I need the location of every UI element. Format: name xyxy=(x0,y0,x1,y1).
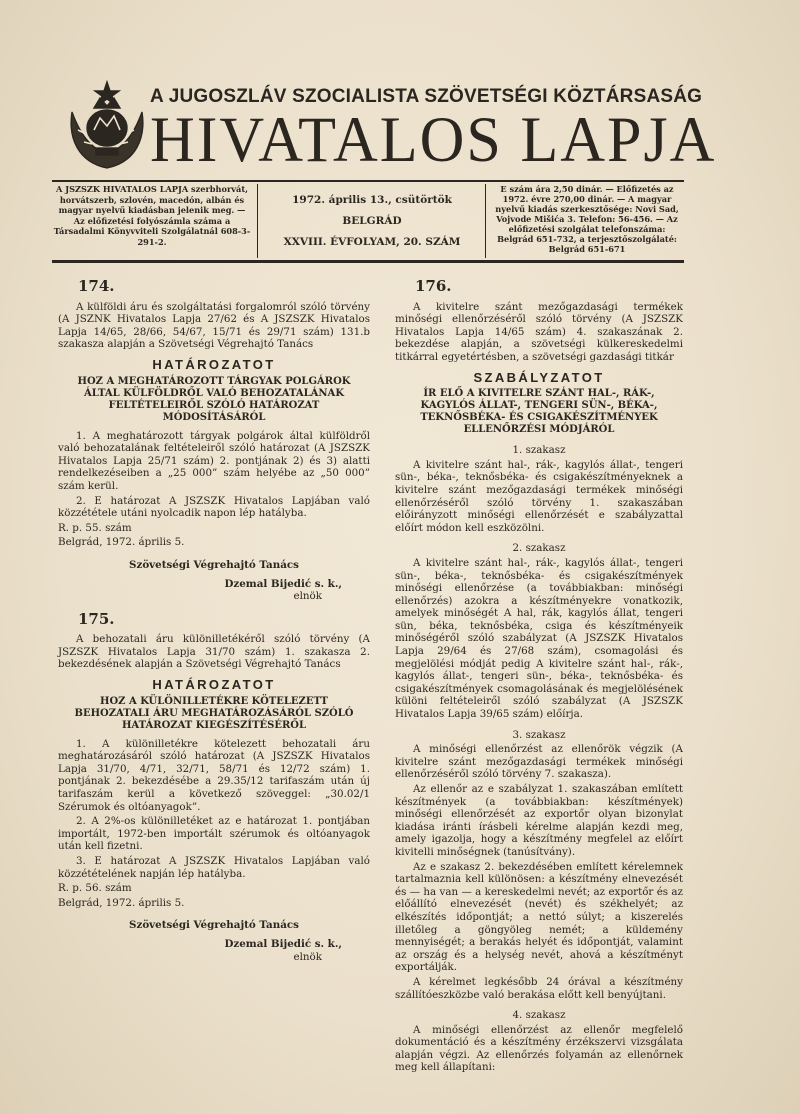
decree-heading: HATÁROZATOT xyxy=(152,356,276,372)
section-paragraph: A kivitelre szánt hal-, rák-, kagylós állat-, tengeri sün-, béka-, teknősbéka- és csigakészítmények minőségi ellenőrzése (a továbbiakban: minőségi ellenőrzés) azokra a készítményekre vonatkozik, amelyek minőségét A hal, rák, kagylós állat, tengeri sün, béka, teknősbéka, csiga és készítményeik minőségéről szóló szabályzat (A JSZSZK Hivatalos Lapja 29/64 és 27/68 szám), csomagolási és megjelölési módját pedig A kivitelre szánt hal-, rák-, kagylós állat-, tengeri sün-, béka-, teknősbéka- és csigakészítmények csomagolásának és megjelölésének különi feltételeiről szóló szabályzat (A JSZSZK Hivatalos Lapja 39/65 szám) előírja. xyxy=(395,556,683,721)
decree-heading: HATÁROZATOT xyxy=(152,677,276,693)
masthead-rule-bottom xyxy=(52,260,684,263)
divider xyxy=(257,184,258,258)
decree-paragraph: 2. A 2%-os különilletéket az e határozat 1. pontjában importált, 1972-ben importált szérumok és oltóanyagok után kell fizetni. xyxy=(58,815,370,853)
issue-city: BELGRÁD xyxy=(342,215,402,227)
decree-preamble: A külföldi áru és szolgáltatási forgalomról szóló törvény (A JSZNK Hivatalos Lapja 27/62 és A JSZSZK Hivatalos Lapja 14/65, 28/66, 54/67, 15/71 és 29/71 szám) 131.b szakasza alapján a Szövetségi Végrehajtó Tanács xyxy=(58,300,370,351)
decree-paragraph: 2. E határozat A JSZSZK Hivatalos Lapjában való közzététele utáni nyolcadik napon lép hatályba. xyxy=(58,494,370,520)
section-paragraph: Az e szakasz 2. bekezdésében említett kérelemnek tartalmaznia kell különösen: a készítmény elnevezését és — ha van — a kereskedelmi nevét; az exportőr és az előállító elnevezését (nevét) és székhelyét; az elkészítés időpontját; a nettó súlyt; a kiszerelés illetőleg a göngyöleg nemét; a küldemény mennyiségét; a berakás helyét és időpontját, valamint az ország és a helység nevét, ahová a készítményt exportálják. xyxy=(395,860,683,974)
decree-number: 176. xyxy=(415,277,452,295)
section-paragraph: A minőségi ellenőrzést az ellenőrök végzik (A kivitelre szánt mezőgazdasági termékek minőségi ellenőrzéséről szóló törvény 7. szakasza). xyxy=(395,743,683,781)
signature-organization: Szövetségi Végrehajtó Tanács xyxy=(129,919,299,932)
left-column xyxy=(58,277,370,969)
section-title: 4. szakasz xyxy=(512,1009,566,1022)
masthead-title: HIVATALOS LAPJA xyxy=(150,104,717,176)
decree-paragraph: 1. A különilletékre kötelezett behozatali áru meghatározásáról szóló határozat (A JSZSZK Hivatalos Lapja 31/70, 4/71, 32/71, 58/71 és 12/72 szám) 1. pontjának 2. bekezdésébe a 29.35/12 tarifaszám után új tarifaszám kerül a következő szöveggel: „30.02/1 Szérumok és oltóanyagok”. xyxy=(58,737,370,813)
section-title: 2. szakasz xyxy=(512,542,566,555)
decree-number: 175. xyxy=(78,609,115,628)
reference-number: R. p. 55. szám xyxy=(58,521,132,534)
signer-title: elnök xyxy=(293,590,322,603)
decree-preamble: A behozatali áru különilletékéről szóló törvény (A JSZSZK Hivatalos Lapja 31/70 szám) 1. szakasza 2. bekezdésének alapján a Szövetségi Végrehajtó Tanács xyxy=(58,633,370,671)
decree-subheading: HOZ A KÜLÖNILLETÉKRE KÖTELEZETT BEHOZATALI ÁRU MEGHATÁROZÁSÁRÓL SZÓLÓ HATÁROZAT KIEGÉSZÍTÉSÉRŐL xyxy=(74,695,354,731)
section-paragraph: A kérelmet legkésőbb 24 órával a készítmény szállítóeszközbe való berakása előtt kell benyújtani. xyxy=(395,975,683,1001)
signature-organization: Szövetségi Végrehajtó Tanács xyxy=(129,558,299,571)
publication-info: A JSZSZK HIVATALOS LAPJA szerbhorvát, horvátszerb, szlovén, macedón, albán és magyar nyelvű kiadásban jelenik meg. — Az előfizetési folyószámla száma a Társadalmi Könyvviteli Szolgálatnál 608-3-291-2. xyxy=(53,184,251,247)
decree-subheading: HOZ A MEGHATÁROZOTT TÁRGYAK POLGÁROK ÁLTAL KÜLFÖLDRŐL VALÓ BEHOZATALÁNAK FELTÉTELEIRŐL SZÓLÓ HATÁROZAT MÓDOSÍTÁSÁRÓL xyxy=(77,375,351,423)
decree-paragraph: 1. A meghatározott tárgyak polgárok által külföldről való behozatalának feltételeiről szóló határozat (A JSZSZK Hivatalos Lapja 25/71 szám) 2. pontjának 2) és 3) alatti rendelkezéseiben a „25 000” szám helyébe az „50 000” szám kerül. xyxy=(58,429,370,492)
masthead-rule-top xyxy=(52,180,684,182)
signer-name: Dzemal Bijedić s. k., xyxy=(224,937,342,950)
decree-heading: SZABÁLYZATOT xyxy=(473,369,605,385)
yugoslav-state-emblem-icon xyxy=(64,78,150,174)
decree-date: Belgrád, 1972. április 5. xyxy=(58,536,185,549)
decree-paragraph: 3. E határozat A JSZSZK Hivatalos Lapjában való közzétételének napján lép hatályba. xyxy=(58,855,370,880)
decree-number: 174. xyxy=(78,277,115,295)
signer-title: elnök xyxy=(293,950,322,963)
signer-name: Dzemal Bijedić s. k., xyxy=(224,577,342,590)
right-column xyxy=(395,277,683,1076)
section-title: 1. szakasz xyxy=(512,444,566,457)
issue-volume: XXVIII. ÉVFOLYAM, 20. SZÁM xyxy=(283,236,461,248)
reference-number: R. p. 56. szám xyxy=(58,882,132,895)
masthead-supertitle: A JUGOSZLÁV SZOCIALISTA SZÖVETSÉGI KÖZTÁRSASÁG xyxy=(150,86,703,107)
section-paragraph: A minőségi ellenőrzést az ellenőr megfelelő dokumentáció és a készítmény érzékszervi vizsgálata alapján végzi. Az ellenőrzés folyamán az ellenőrnek meg kell állapítani: xyxy=(395,1023,683,1074)
section-paragraph: A kivitelre szánt hal-, rák-, kagylós állat-, tengeri sün-, béka-, teknősbéka- és csigakészítményeknek a kivitelre szánt mezőgazdasági termékek minőségi ellenőrzéséről szóló törvény 1. szakaszában előirányzott minőségi ellenőrzését e szabályzattal előírt módon kell eszközölni. xyxy=(395,458,683,534)
masthead-infobar xyxy=(52,184,684,258)
issue-date: 1972. április 13., csütörtök xyxy=(292,194,452,206)
decree-preamble: A kivitelre szánt mezőgazdasági termékek minőségi ellenőrzéséről szóló törvény (A JSZSZK Hivatalos Lapja 14/65 szám) 4. szakaszának 2. bekezdése alapján, a szövetségi külkereskedelmi titkárral egyetértésben, a szövetségi gazdasági titkár xyxy=(395,300,683,363)
decree-date: Belgrád, 1972. április 5. xyxy=(58,896,185,909)
issue-info xyxy=(262,190,482,253)
price-info: E szám ára 2,50 dinár. — Előfizetés az 1972. évre 270,00 dinár. — A magyar nyelvű kiadás szerkesztősége: Novi Sad, Vojvode Mišića 3. Telefon: 56-456. — Az előfizetési szolgálat telefonszáma: Belgrád 651-732, a terjesztőszolgálaté: Belgrád 651-671 xyxy=(495,184,679,254)
section-title: 3. szakasz xyxy=(512,728,566,741)
decree-subheading: ÍR ELŐ A KIVITELRE SZÁNT HAL-, RÁK-, KAGYLÓS ÁLLAT-, TENGERI SÜN-, BÉKA-, TEKNŐSBÉKA- ÉS CSIGAKÉSZÍTMÉNYEK ELLENŐRZÉSI MÓDJÁRÓL xyxy=(420,388,658,436)
divider xyxy=(485,184,486,258)
section-paragraph: Az ellenőr az e szabályzat 1. szakaszában említett készítmények (a továbbiakban: készítmények) minőségi ellenőrzését az exportőr olyan bizonylat kiadása iránti írásbeli kérelme alapján kezdi meg, amely igazolja, hogy a készítmény megfelel az előírt kivitelli minőségnek (tanúsítvány). xyxy=(395,783,683,858)
